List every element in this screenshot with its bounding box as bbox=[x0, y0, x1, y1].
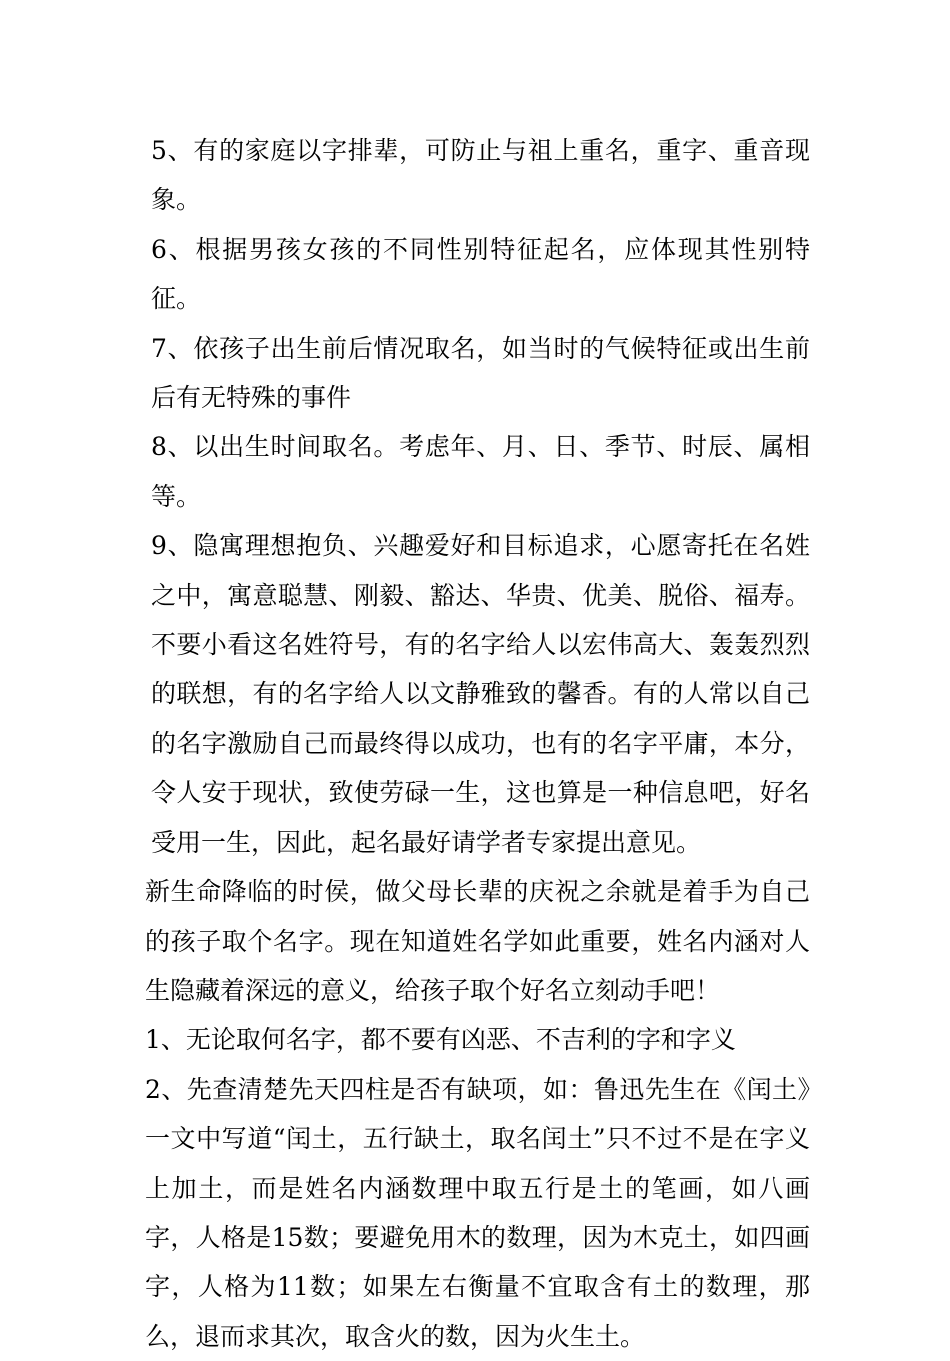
paragraph-item-5: 5、有的家庭以字排辈，可防止与祖上重名，重字、重音现象。 bbox=[151, 136, 810, 215]
paragraph-rule-2: 2、先查清楚先天四柱是否有缺项，如：鲁迅先生在《闰土》一文中写道“闰土，五行缺土，取名闰土”只不过不是在字义上加土，而是姓名内涵数理中取五行是土的笔画，如八画字，人格是15数；要避免用木的数理，因为木克土，如四画字，人格为11数；如果左右衡量不宜取含有土的数理，那么，退而求其次，取含火的数，因为火生土。 bbox=[145, 1074, 810, 1351]
paragraph-item-8: 8、以出生时间取名。考虑年、月、日、季节、时辰、属相等。 bbox=[151, 432, 810, 511]
paragraph-item-6: 6、根据男孩女孩的不同性别特征起名，应体现其性别特征。 bbox=[151, 234, 810, 314]
paragraph-rule-1: 1、无论取何名字，都不要有凶恶、不吉利的字和字义 bbox=[145, 1025, 736, 1055]
paragraph-item-7: 7、依孩子出生前后情况取名，如当时的气候特征或出生前后有无特殊的事件 bbox=[151, 333, 810, 413]
paragraph-item-9: 9、隐寓理想抱负、兴趣爱好和目标追求，心愿寄托在名姓之中，寓意聪慧、刚毅、豁达、华贵、优美、脱俗、福寿。不要小看这名姓符号，有的名字给人以宏伟高大、轰轰烈烈的联想，有的名字给人以文静雅致的馨香。有的人常以自己的名字激励自己而最终得以成功，也有的名字平庸，本分，令人安于现状，致使劳碌一生，这也算是一种信息吧，好名受用一生，因此，起名最好请学者专家提出意见。 bbox=[151, 531, 810, 857]
document-body bbox=[145, 126, 810, 1361]
paragraph-intro: 新生命降临的时侯，做父母长辈的庆祝之余就是着手为自己的孩子取个名字。现在知道姓名学如此重要，姓名内涵对人生隐藏着深远的意义，给孩子取个好名立刻动手吧！ bbox=[145, 877, 810, 1005]
